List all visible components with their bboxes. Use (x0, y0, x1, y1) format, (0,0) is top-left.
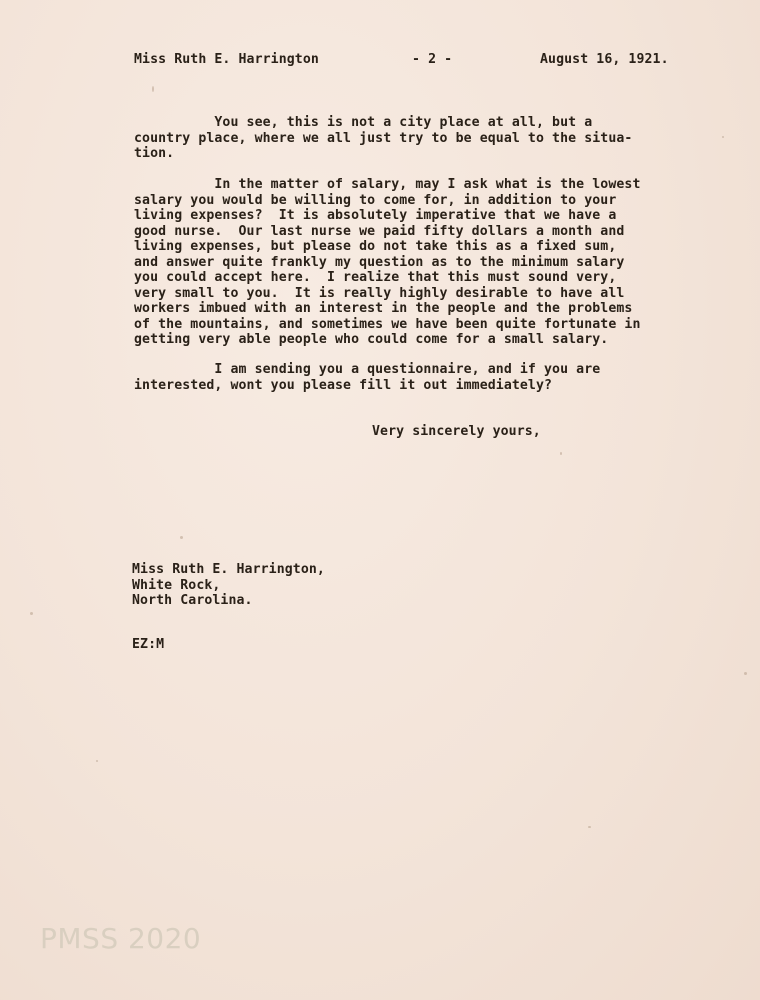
text-line: country place, where we all just try to be equal to the situa- (134, 130, 633, 146)
paper-speck (152, 86, 154, 92)
watermark: PMSS 2020 (40, 922, 202, 955)
text-line: tion. (134, 146, 175, 161)
text-line: of the mountains, and sometimes we have been quite fortunate in (134, 316, 641, 332)
text-line: you could accept here. I realize that this must sound very, (134, 270, 617, 285)
header-date: August 16, 1921. (540, 52, 669, 67)
address-line: White Rock, (132, 577, 221, 593)
closing: Very sincerely yours, (372, 424, 541, 439)
text-line: getting very able people who could come for a small salary. (134, 332, 609, 347)
address-line: North Carolina. (132, 593, 253, 608)
header-recipient: Miss Ruth E. Harrington (134, 52, 319, 67)
text-line: good nurse. Our last nurse we paid fifty dollars a month and (134, 223, 625, 239)
paragraph-2 (134, 177, 641, 348)
text-line: living expenses, but please do not take this as a fixed sum, (134, 239, 617, 254)
paper-speck (722, 136, 724, 138)
text-line: You see, this is not a city place at all, but a (134, 115, 593, 130)
paper-speck (560, 452, 562, 455)
paragraph-3 (134, 362, 600, 393)
paper-speck (588, 826, 591, 828)
typist-initials: EZ:M (132, 637, 165, 652)
paper-speck (180, 536, 183, 539)
header-page-number: - 2 - (412, 52, 453, 67)
text-line: and answer quite frankly my question as to the minimum salary (134, 254, 625, 270)
address-block (132, 562, 325, 609)
address-line: Miss Ruth E. Harrington, (132, 562, 325, 577)
text-line: I am sending you a questionnaire, and if you are (134, 362, 601, 377)
paragraph-1 (134, 115, 632, 162)
text-line: interested, wont you please fill it out immediately? (134, 377, 553, 393)
text-line: very small to you. It is really highly desirable to have all (134, 285, 625, 301)
paper-speck (30, 612, 33, 615)
text-line: salary you would be willing to come for, in addition to your (134, 192, 617, 208)
text-line: In the matter of salary, may I ask what is the lowest (134, 177, 641, 192)
text-line: living expenses? It is absolutely imperative that we have a (134, 208, 617, 223)
text-line: workers imbued with an interest in the people and the problems (134, 301, 633, 316)
paper-speck (744, 672, 747, 675)
paper-speck (96, 760, 98, 762)
